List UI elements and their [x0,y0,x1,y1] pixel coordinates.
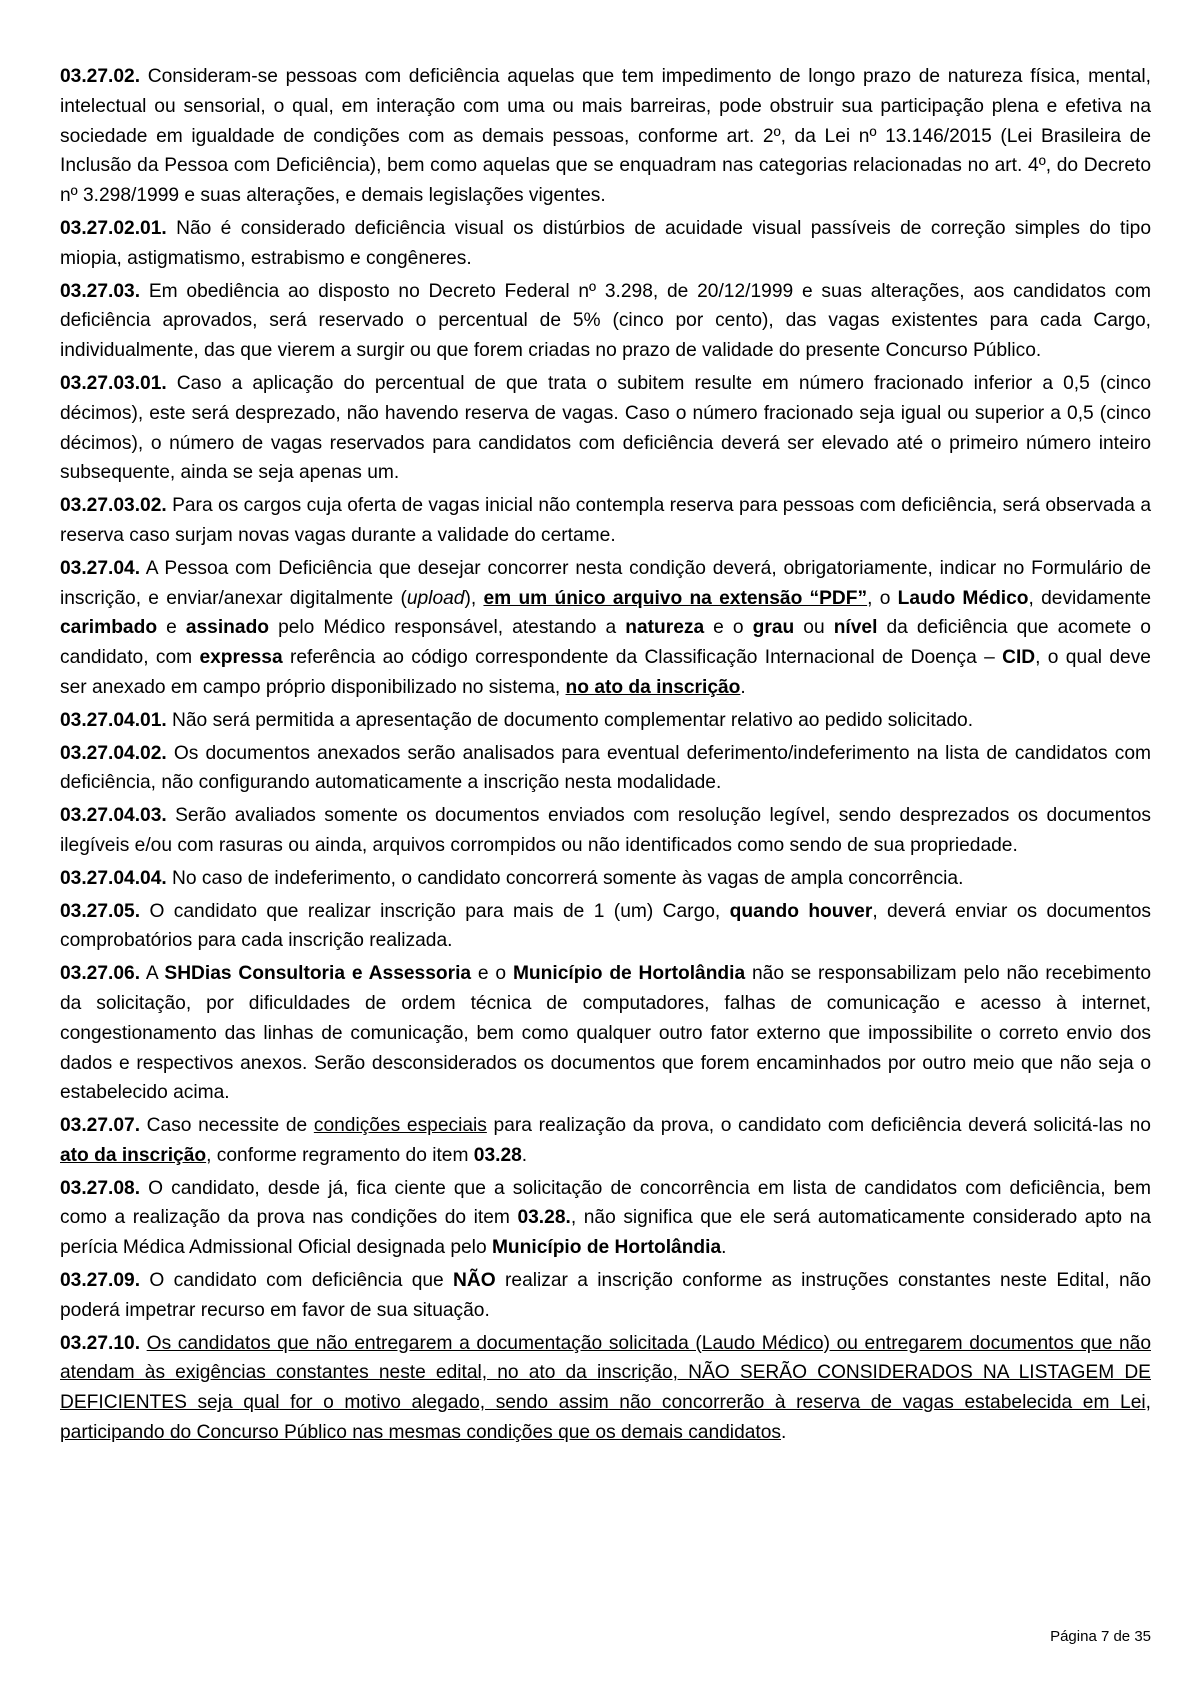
text-segment: Município de Hortolândia [491,1237,722,1259]
paragraph-03-27-03-02 [60,491,1151,551]
paragraph-03-27-08 [60,1174,1151,1263]
text-segment: CID [1002,647,1036,669]
paragraph-03-27-04-04 [60,864,1151,894]
text-segment: , o [867,587,898,609]
item-number: 03.27.03. [60,280,141,302]
text-segment: Serão avaliados somente os documentos enviados com resolução legível, sendo desprezados os documentos ilegíveis e/ou com rasuras ou ainda, arquivos corrompidos ou não identificados como sendo de sua propriedade. [60,805,1151,856]
text-segment: Consideram-se pessoas com deficiência aquelas que tem impedimento de longo prazo de natureza física, mental, intelectual ou sensorial, o qual, em interação com uma ou mais barreiras, pode obstruir sua participação plena e efetiva na sociedade em igualdade de condições com as demais pessoas, conforme art. 2º, da Lei nº 13.146/2015 (Lei Brasileira de Inclusão da Pessoa com Deficiência), bem como aquelas que se enquadram nas categorias relacionadas no art. 4º, do Decreto nº 3.298/1999 e suas alterações, e demais legislações vigentes. [60,66,1151,207]
text-segment: quando houver [729,900,873,922]
item-number: 03.27.10. [60,1332,141,1354]
text-segment: realizar a inscrição conforme as instruções constantes neste Edital, não poderá impetrar recurso em favor de sua situação. [60,1270,1151,1321]
paragraph-03-27-06 [60,959,1151,1108]
paragraph-03-27-10 [60,1329,1151,1448]
text-segment: assinado [185,617,270,639]
text-segment: Não é considerado deficiência visual os distúrbios de acuidade visual passíveis de correção simples do tipo miopia, astigmatismo, estrabismo e congêneres. [60,217,1151,269]
text-segment: SHDias Consultoria e Assessoria [164,963,472,985]
paragraph-03-27-03 [60,277,1151,366]
text-segment: , o qual deve ser anexado em campo próprio disponibilizado no sistema, [60,647,1151,698]
text-segment: , conforme regramento do item [206,1144,474,1166]
item-number: 03.27.05. [60,900,141,922]
text-segment: Não será permitida a apresentação de documento complementar relativo ao pedido solicitado. [166,709,974,731]
text-segment: , devidamente [1028,587,1151,609]
text-segment: nível [833,617,878,639]
text-segment: para realização da prova, o candidato com deficiência deverá solicitá-las no [486,1115,1151,1137]
text-segment: Os candidatos que não entregarem a documentação solicitada (Laudo Médico) ou entregarem documentos que não atendam às exigências constantes neste edital, no ato da inscrição, NÃO SERÃO CONSIDERADOS NA LISTAGEM DE DEFICIENTES seja qual for o motivo alegado, sendo assim não concorrerão à reserva de vagas estabelecida em Lei, participando do Concurso Público nas mesmas condições que os demais candidatos [60,1332,1151,1444]
paragraph-03-27-04 [60,554,1151,703]
item-number: 03.27.04.02. [60,742,167,764]
item-number: 03.27.09. [60,1270,141,1292]
text-segment: Caso necessite de [140,1115,314,1137]
item-number: 03.27.08. [60,1177,141,1199]
item-number: 03.27.03.02. [60,495,167,517]
text-segment [140,1333,147,1354]
item-number: 03.27.07. [60,1115,141,1137]
text-segment: ato da inscrição [60,1144,207,1166]
text-segment: carimbado [60,617,158,639]
paragraph-03-27-02 [60,62,1151,211]
text-segment: ou [794,617,834,639]
text-segment: e o [471,963,513,985]
text-segment: Laudo Médico [897,587,1029,609]
text-segment: . [521,1144,528,1166]
text-segment: , não significa que ele será automaticamente considerado apto na perícia Médica Admissional Oficial designada pelo [60,1207,1151,1259]
text-segment: O candidato que realizar inscrição para mais de 1 (um) Cargo, [140,900,730,922]
item-number: 03.27.02.01. [60,217,167,239]
item-number: 03.27.06. [60,963,141,985]
text-segment: e o [704,617,753,639]
text-segment: A [140,963,165,985]
text-segment: pelo Médico responsável, atestando a [269,617,626,639]
item-number: 03.27.02. [60,66,141,87]
text-segment: em um único arquivo na extensão “PDF” [483,587,868,609]
paragraph-03-27-02-01 [60,214,1151,274]
text-segment: NÃO [453,1270,496,1292]
item-number: 03.27.04.01. [60,709,167,731]
item-number: 03.27.04. [60,557,141,579]
page-number: Página 7 de 35 [1050,1628,1151,1645]
text-segment: A Pessoa com Deficiência que desejar concorrer nesta condição deverá, obrigatoriamente, indicar no Formulário de inscrição, e enviar/anexar digitalmente ( [60,557,1151,609]
text-segment: No caso de indeferimento, o candidato concorrerá somente às vagas de ampla concorrência. [166,867,964,889]
text-segment: referência ao código correspondente da Classificação Internacional de Doença – [282,647,1003,669]
paragraph-03-27-05 [60,897,1151,957]
text-segment: Caso a aplicação do percentual de que trata o subitem resulte em número fracionado inferior a 0,5 (cinco décimos), este será desprezado, não havendo reserva de vagas. Caso o número fracionado seja igual ou superior a 0,5 (cinco décimos), o número de vagas reservados para candidatos com deficiência deverá ser elevado até o primeiro número inteiro subsequente, ainda se seja apenas um. [60,372,1151,484]
text-segment: , deverá enviar os documentos comprobatórios para cada inscrição realizada. [60,900,1151,952]
text-segment: . [721,1237,727,1259]
paragraph-03-27-07 [60,1111,1151,1171]
text-segment: condições especiais [313,1115,487,1137]
text-segment: Para os cargos cuja oferta de vagas inicial não contempla reserva para pessoas com deficiência, será observada a reserva caso surjam novas vagas durante a validade do certame. [60,495,1151,546]
text-segment: não se responsabilizam pelo não recebimento da solicitação, por dificuldades de ordem técnica de computadores, falhas de comunicação e acesso à internet, congestionamento das linhas de comunicação, bem como qualquer outro fator externo que impossibilite o correto envio dos dados e respectivos anexos. Serão desconsiderados os documentos que forem encaminhados por outro meio que não seja o estabelecido acima. [60,963,1151,1104]
text-segment: Município de Hortolândia [512,963,746,985]
paragraph-03-27-04-03 [60,801,1151,861]
item-number: 03.27.03.01. [60,372,167,394]
text-segment: . [740,676,746,698]
text-segment: Os documentos anexados serão analisados para eventual deferimento/indeferimento na lista de candidatos com deficiência, não configurando automaticamente a inscrição nesta modalidade. [60,742,1151,794]
text-segment: O candidato, desde já, fica ciente que a solicitação de concorrência em lista de candidatos com deficiência, bem como a realização da prova nas condições do item [60,1177,1151,1229]
text-segment: expressa [199,647,283,669]
paragraph-03-27-04-01 [60,706,1151,736]
text-segment: Em obediência ao disposto no Decreto Federal nº 3.298, de 20/12/1999 e suas alterações, aos candidatos com deficiência aprovados, será reservado o percentual de 5% (cinco por cento), das vagas existentes para cada Cargo, individualmente, das que vierem a surgir ou que forem criadas no prazo de validade do presente Concurso Público. [60,280,1151,362]
item-number: 03.27.04.04. [60,867,167,889]
text-segment: ), [464,587,484,609]
text-segment: grau [752,617,795,639]
text-segment: . [781,1422,787,1444]
text-segment: e [157,617,186,639]
text-segment: 03.28. [517,1207,571,1229]
text-segment: no ato da inscrição [565,676,741,698]
text-segment: upload [406,587,465,609]
text-segment: 03.28 [473,1144,522,1166]
paragraph-03-27-09 [60,1266,1151,1326]
text-segment: da deficiência que acomete o candidato, com [60,617,1151,669]
document-body [60,62,1151,1448]
paragraph-03-27-03-01 [60,369,1151,488]
item-number: 03.27.04.03. [60,805,167,827]
paragraph-03-27-04-02 [60,739,1151,799]
text-segment: O candidato com deficiência que [140,1270,454,1292]
text-segment: natureza [625,617,705,639]
